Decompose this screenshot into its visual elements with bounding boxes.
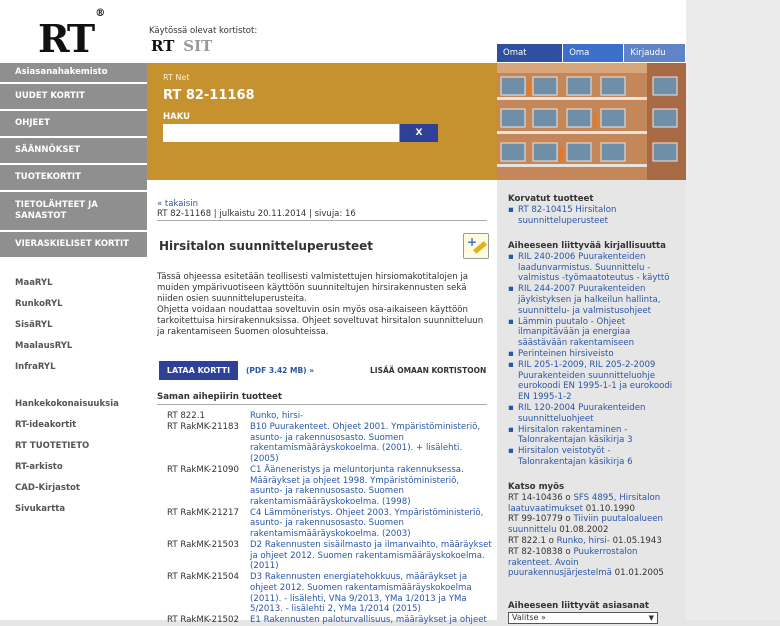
nav-saannokset[interactable]: SÄÄNNÖKSET [0, 138, 147, 165]
related-products-title: Saman aihepiirin tuotteet [157, 392, 282, 402]
literature-link[interactable]: ▪ Hirsitalon veistotyöt - Talonrakentajan käsikirja 6 [508, 446, 633, 467]
card-meta: RT 82-11168 | julkaistu 20.11.2014 | sivuja: 16 [157, 209, 356, 219]
card-logo-rt[interactable]: RT [151, 37, 175, 55]
see-also-item: RT 82-10838 o Puukerrostalon rakenteet. Avoin puurakennusjärjestelmä 01.01.2005 [508, 546, 664, 579]
sidebar-link-hankekokonaisuuksia[interactable]: Hankekokonaisuuksia [15, 399, 119, 409]
sidebar-link-infraryl[interactable]: InfraRYL [15, 362, 56, 372]
replaced-product-link[interactable]: ▪ RT 82-10415 Hirsitalon suunnitteluperusteet [508, 204, 617, 226]
related-code: RT RakMK-21502 [167, 615, 239, 626]
related-link[interactable]: Runko, hirsi- [250, 411, 304, 421]
related-code: RT RakMK-21090 [167, 464, 239, 475]
literature-link[interactable]: ▪ Lämmin puutalo - Ohjeet ilmanpitävään ja energiaa säästävään rakentamiseen [508, 316, 635, 349]
related-code: RT RakMK-21504 [167, 572, 239, 583]
sidebar-link-arkisto[interactable]: RT-arkisto [15, 462, 63, 472]
top-links [497, 44, 686, 62]
right-column [497, 180, 686, 620]
related-code: RT RakMK-21503 [167, 540, 239, 551]
list-item [167, 615, 492, 626]
keywords-select[interactable] [508, 612, 658, 624]
list-item [167, 422, 492, 464]
related-link[interactable]: E1 Rakennusten paloturvallisuus, määräykset ja ohjeet [250, 615, 487, 626]
sidebar-link-cad[interactable]: CAD-Kirjastot [15, 483, 80, 493]
rtnet-label: RT Net [163, 73, 190, 82]
related-link[interactable]: D2 Rakennusten sisäilmasto ja ilmanvaihto, määräykset ja ohjeet 2012. Suomen rakentamismääräyskokoelma. (2011) [250, 540, 492, 572]
related-code: RT RakMK-21217 [167, 507, 239, 518]
other-links [0, 378, 147, 520]
search-clear-button[interactable]: X [400, 124, 438, 142]
literature-link[interactable]: ▪ RIL 120-2004 Puurakenteiden suunnitteluohjeet [508, 402, 646, 424]
page-title: Hirsitalon suunnitteluperusteet [159, 239, 374, 253]
sidebar-link-ideakortit[interactable]: RT-ideakortit [15, 420, 77, 430]
select-value: Valitse » [512, 613, 546, 622]
cards-logos [151, 37, 218, 55]
card-logo-sit[interactable]: SIT [183, 37, 213, 55]
literature-heading: Aiheeseen liittyvää kirjallisuutta [508, 241, 666, 251]
see-also-link[interactable]: Runko, hirsi- [556, 535, 610, 546]
list-item [167, 411, 492, 422]
keywords-heading: Aiheeseen liittyvät asiasanat [508, 601, 650, 611]
search-label: HAKU [163, 112, 191, 122]
related-products-list [167, 411, 492, 626]
nav-tuotekortit[interactable]: TUOTEKORTIT [0, 165, 147, 192]
see-also-item: RT 99-10779 o Tiiviin puutaloalueen suunnittelu 01.08.2002 [508, 514, 663, 536]
literature-link[interactable]: ▪ Hirsitalon rakentaminen - Talonrakentajan käsikirja 3 [508, 424, 633, 446]
related-link[interactable]: C1 Ääneneristys ja meluntorjunta rakennuksessa. Määräykset ja ohjeet 1998. Ympäristöministeriö, asunto- ja rakennusosasto. Suomen rakentamismääräyskokoelma. (1998) [250, 464, 464, 507]
logout-link[interactable]: Kirjaudu [624, 44, 685, 62]
sidebar-link-maaryl[interactable]: MaaRYL [15, 278, 53, 288]
related-link[interactable]: B10 Puurakenteet. Ohjeet 2001. Ympäristöministeriö, asunto- ja rakennusosasto. Suomen rakentamismääräyskokoelma. (2001). + lisälehti. (2005) [250, 422, 481, 464]
literature-link[interactable]: ▪ Perinteinen hirsiveisto [508, 348, 614, 359]
card-number: RT 82-11168 [163, 88, 255, 103]
divider [157, 220, 487, 221]
ryl-links [0, 259, 147, 378]
see-also [508, 482, 680, 579]
description-paragraph-1: Tässä ohjeessa esitetään teollisesti valmistettujen hirsiomakotitalojen ja muiden ympärivuotiseen käyttöön suunniteltujen hirsirakennusten sekä niiden osien suunnitteluperusteita. [157, 272, 469, 304]
see-also-item: RT 822.1 o Runko, hirsi- 01.05.1943 [508, 535, 662, 546]
add-to-collection-icon[interactable]: + [463, 233, 489, 259]
nav-vieraskieliset[interactable]: VIERASKIELISET KORTIT [0, 232, 147, 259]
literature-link[interactable]: ▪ RIL 205-1-2009, RIL 205-2-2009 Puurakenteiden suunnitteluohje eurokoodi EN 1995-1-1 ja eurokoodi EN 1995-1-2 [508, 359, 673, 403]
see-also-link[interactable]: Tiiviin puutaloalueen suunnittelu [508, 514, 663, 536]
sidebar-link-sisaryl[interactable]: SisäRYL [15, 320, 53, 330]
divider [157, 404, 487, 405]
right-gutter [686, 0, 780, 620]
oma-kortisto-link[interactable]: Oma [563, 44, 623, 62]
cards-label: Käytössä olevat kortistot: [149, 26, 258, 36]
see-also-link[interactable]: Puukerrostalon rakenteet. Avoin puurakennusjärjestelmä [508, 546, 638, 579]
header [0, 0, 686, 63]
see-also-item: RT 14-10436 o SFS 4895, Hirsitalon laatuvaatimukset 01.10.1990 [508, 492, 661, 514]
sidebar-link-sivukartta[interactable]: Sivukartta [15, 504, 66, 514]
description-paragraph-2: Ohjetta voidaan noudattaa soveltuvin osin myös osa-aikaiseen käyttöön tarkoitettuisa hirsirakennuksissa. Ohjeet soveltuvat hirsitalon suunnitteluun ja rakentamiseen Suomen olosuhteissa. [157, 305, 484, 337]
keywords [508, 601, 680, 612]
search-banner [147, 63, 497, 180]
related-literature [508, 241, 680, 468]
sidebar-link-tuotetieto[interactable]: RT TUOTETIETO [15, 441, 90, 451]
building-photo [497, 63, 686, 180]
rt-logo[interactable]: RT® [38, 8, 104, 61]
omat-palvelut-link[interactable]: Omat [497, 44, 562, 62]
chevron-down-icon: ▼ [648, 614, 654, 622]
description [157, 272, 492, 338]
see-also-link[interactable]: SFS 4895, Hirsitalon laatuvaatimukset [508, 492, 661, 514]
sidebar [0, 63, 147, 620]
add-to-own-collection-link[interactable]: LISÄÄ OMAAN KORTISTOON [370, 366, 487, 375]
related-code: RT RakMK-21183 [167, 422, 239, 433]
related-link[interactable]: D3 Rakennusten energiatehokkuus, määräykset ja ohjeet 2012. Suomen rakentamismääräyskokoelma (2011). - lisälehti, VNa 9/2013, YMa 1/2013 ja YMa 5/2013. - lisälehti 2, YMa 1/2014 (2015) [250, 572, 472, 615]
nav-asiasanahakemisto[interactable]: Asiasanahakemisto [0, 63, 147, 84]
replaced-products [508, 194, 680, 226]
related-code: RT 822.1 [167, 411, 205, 421]
nav-uudet-kortit[interactable]: UUDET KORTIT [0, 84, 147, 111]
list-item [167, 465, 492, 507]
literature-link[interactable]: ▪ RIL 240-2006 Puurakenteiden laadunvarmistus. Suunnittelu - valmistus -työmaatoteutus - käyttö [508, 251, 670, 284]
related-link[interactable]: C4 Lämmöneristys. Ohjeet 2003. Ympäristöministeriö, asunto- ja rakennusosasto. Suomen rakentamismääräyskokoelma. (2003) [250, 507, 484, 540]
download-card-button[interactable]: LATAA KORTTI [159, 361, 238, 380]
list-item [167, 572, 492, 614]
main-content [147, 180, 497, 626]
list-item [167, 540, 492, 572]
sidebar-link-maalausryl[interactable]: MaalausRYL [15, 341, 73, 351]
list-item [167, 508, 492, 540]
literature-link[interactable]: ▪ RIL 244-2007 Puurakenteiden jäykistyksen ja halkeilun hallinta, suunnittelu- ja valmistusohjeet [508, 284, 661, 316]
nav-tietolahteet[interactable]: TIETOLÄHTEET JA SANASTOT [0, 192, 147, 232]
pdf-link[interactable]: (PDF 3.42 MB) » [246, 366, 315, 375]
nav-ohjeet[interactable]: OHJEET [0, 111, 147, 138]
back-link[interactable]: « takaisin [157, 199, 198, 209]
search-input[interactable] [163, 124, 399, 142]
see-also-heading: Katso myös [508, 482, 565, 492]
sidebar-link-runkoryl[interactable]: RunkoRYL [15, 299, 63, 309]
replaced-products-heading: Korvatut tuotteet [508, 194, 594, 204]
